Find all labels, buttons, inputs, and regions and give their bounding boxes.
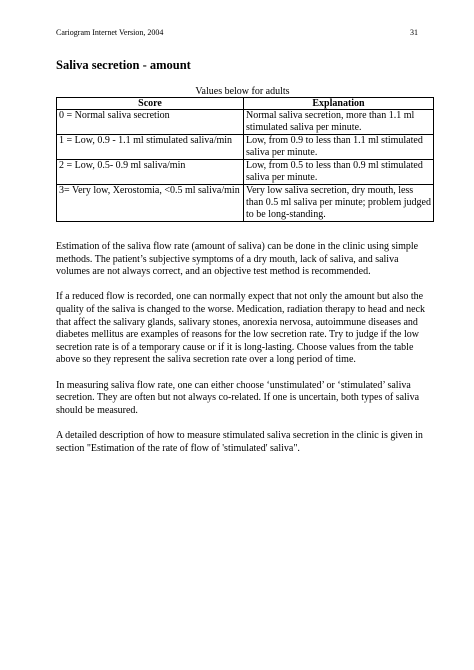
table-row bbox=[57, 110, 434, 135]
score-cell: 1 = Low, 0.9 - 1.1 ml stimulated saliva/min bbox=[57, 135, 244, 160]
paragraph-measurement-reference: A detailed description of how to measure stimulated saliva secretion in the clinic is given in section "Estimation of the rate of flow of 'stimulated' saliva". bbox=[56, 429, 423, 454]
saliva-score-table bbox=[56, 97, 434, 222]
explanation-cell: Low, from 0.9 to less than 1.1 ml stimulated saliva per minute. bbox=[244, 135, 434, 160]
score-cell: 3= Very low, Xerostomia, <0.5 ml saliva/min bbox=[57, 185, 244, 222]
table-row bbox=[57, 160, 434, 185]
table-caption: Values below for adults bbox=[195, 86, 290, 97]
section-title: Saliva secretion - amount bbox=[56, 58, 191, 72]
explanation-cell: Low, from 0.5 to less than 0.9 ml stimulated saliva per minute. bbox=[244, 160, 434, 185]
paragraph-stimulated-unstimulated: In measuring saliva flow rate, one can either choose ‘unstimulated’ or ‘stimulated’ saliva secretion. They are often but not always co-related. If one is uncertain, both types of saliva should be measured. bbox=[56, 379, 420, 416]
score-cell: 2 = Low, 0.5- 0.9 ml saliva/min bbox=[57, 160, 244, 185]
table-header-row bbox=[57, 98, 434, 110]
column-header-explanation: Explanation bbox=[244, 98, 434, 110]
paragraph-flow-rate-estimation: Estimation of the saliva flow rate (amount of saliva) can be done in the clinic using simple methods. The patient’s subjective symptoms of a dry mouth, lack of saliva, and saliva volumes are not always correct, and an objective test method is recommended. bbox=[56, 241, 419, 278]
page-number: 31 bbox=[410, 28, 418, 37]
explanation-cell: Very low saliva secretion, dry mouth, less than 0.5 ml saliva per minute; problem judged to be long-standing. bbox=[244, 185, 434, 222]
paragraph-reduced-flow: If a reduced flow is recorded, one can normally expect that not only the amount but also the quality of the saliva is changed to the worse. Medication, radiation therapy to head and neck that affect the salivary glands, salivary stones, anorexia nervosa, autoimmune diseases and diabetes mellitus are examples of reasons for the low secretion rate. Try to judge if the low secretion rate is of a temporary cause or if it is long-lasting. Choose values from the table above so they represent the saliva secretion rate over a long period of time. bbox=[56, 291, 426, 366]
body-text bbox=[56, 241, 431, 468]
document-title: Cariogram Internet Version, 2004 bbox=[56, 28, 164, 37]
table-row bbox=[57, 185, 434, 222]
score-cell: 0 = Normal saliva secretion bbox=[57, 110, 244, 135]
explanation-cell: Normal saliva secretion, more than 1.1 ml stimulated saliva per minute. bbox=[244, 110, 434, 135]
column-header-score: Score bbox=[57, 98, 244, 110]
page-header bbox=[56, 28, 418, 40]
table-row bbox=[57, 135, 434, 160]
